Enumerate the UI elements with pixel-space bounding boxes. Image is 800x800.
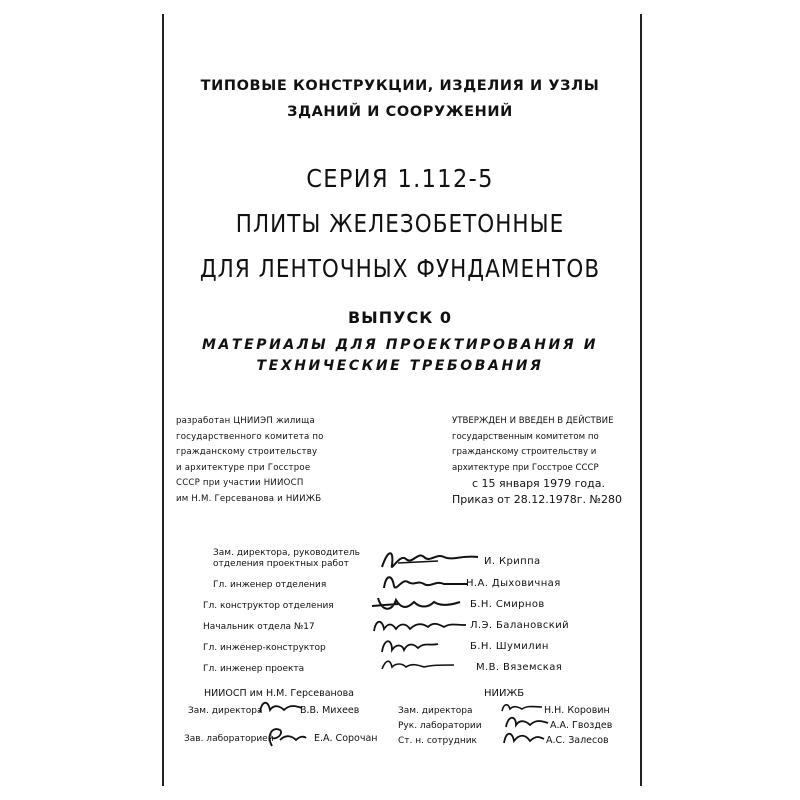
approved-line: УТВЕРЖДЕН И ВВЕДЕН В ДЕЙСТВИЕ — [452, 416, 614, 426]
header-line-2: ЗДАНИЙ И СООРУЖЕНИЙ — [287, 104, 513, 120]
staff-row: Гл. инженер отделения — [213, 580, 327, 590]
niiosp-role: Зав. лабораторией — [184, 734, 274, 744]
developed-line: разработан ЦНИИЭП жилища — [176, 416, 315, 426]
staff-row — [213, 548, 360, 570]
title-line-1: ПЛИТЫ ЖЕЛЕЗОБЕТОННЫЕ — [235, 209, 565, 238]
approved-order: Приказ от 28.12.1978г. №280 — [452, 492, 622, 506]
niizhb-heading: НИИЖБ — [484, 688, 525, 699]
developed-line: им Н.М. Герсеванова и НИИЖБ — [176, 493, 322, 504]
series-number: СЕРИЯ 1.112-5 — [306, 164, 494, 193]
developed-line: гражданскому строительству — [176, 447, 318, 457]
subtitle-line-1: МАТЕРИАЛЫ ДЛЯ ПРОЕКТИРОВАНИЯ И — [201, 337, 599, 353]
staff-row: Гл. инженер проекта — [203, 664, 305, 674]
staff-row: Гл. инженер-конструктор — [203, 643, 326, 653]
title-line-2: ДЛЯ ЛЕНТОЧНЫХ ФУНДАМЕНТОВ — [199, 254, 601, 283]
staff-name-text: Н.А. Дыховичная — [466, 578, 561, 589]
approved-block — [452, 414, 622, 507]
header-line-1: ТИПОВЫЕ КОНСТРУКЦИИ, ИЗДЕЛИЯ И УЗЛЫ — [200, 78, 600, 94]
signature-image — [500, 727, 546, 749]
staff-name-text: Б.Н. Шумилин — [470, 641, 549, 652]
approved-date: с 15 января 1979 года. — [472, 477, 606, 490]
signature-image — [262, 724, 308, 750]
staff-name-text: Л.Э. Балановский — [470, 620, 570, 631]
niizhb-role: Рук. лаборатории — [398, 721, 482, 731]
approved-line: государственным комитетом по — [452, 431, 599, 442]
niizhb-name: А.А. Гвоздев — [550, 720, 613, 731]
staff-name-text: Б.Н. Смирнов — [470, 599, 545, 610]
developed-line: и архитектуре при Госстрое — [176, 462, 311, 473]
signature-image — [256, 696, 304, 718]
staff-row: Гл. конструктор отделения — [203, 601, 334, 611]
niizhb-role: Зам. директора — [398, 706, 473, 716]
niiosp-heading: НИИОСП им Н.М. Герсеванова — [204, 688, 354, 699]
niizhb-name: А.С. Залесов — [546, 735, 609, 746]
staff-name-text: И. Криппа — [484, 556, 541, 567]
niiosp-role: Зам. директора — [188, 706, 263, 716]
issue-number: ВЫПУСК 0 — [347, 308, 453, 327]
subtitle-line-2: ТЕХНИЧЕСКИЕ ТРЕБОВАНИЯ — [256, 358, 544, 374]
approved-line: гражданскому строительству и — [452, 447, 597, 457]
developed-line: государственного комитета по — [176, 431, 324, 442]
signature-image — [378, 655, 458, 675]
approved-line: архитектуре при Госстрое СССР — [452, 462, 599, 473]
niiosp-name: В.В. Михеев — [300, 705, 360, 716]
staff-role-cont: отделения проектных работ — [213, 559, 349, 569]
niiosp-name: Е.А. Сорочан — [314, 733, 378, 744]
staff-role: Зам. директора, руководитель — [213, 548, 360, 558]
developed-by-block — [176, 414, 324, 507]
developed-line: СССР при участии НИИОСП — [176, 478, 304, 488]
staff-name-text: М.В. Вяземская — [476, 662, 563, 673]
staff-row: Начальник отдела №17 — [203, 622, 315, 632]
niizhb-role: Ст. н. сотрудник — [398, 736, 477, 746]
niizhb-name: Н.Н. Коровин — [544, 705, 610, 716]
